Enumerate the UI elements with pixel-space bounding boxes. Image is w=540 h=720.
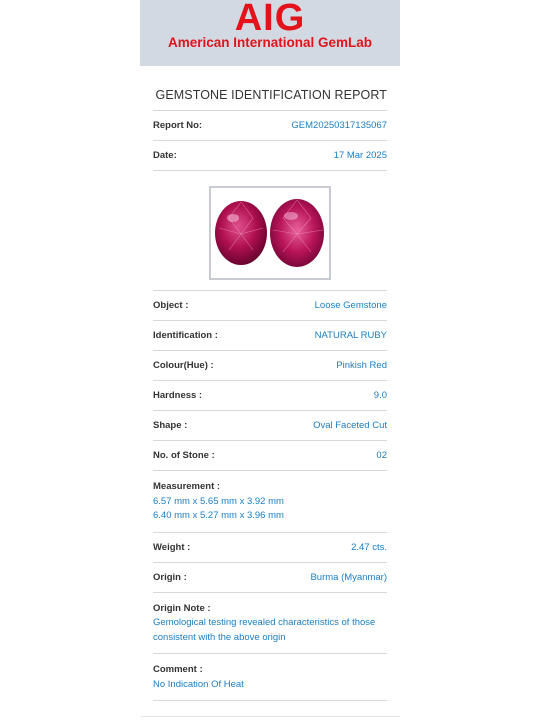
report-card [153, 80, 387, 701]
divider [153, 700, 387, 701]
lab-logo: AIG [234, 0, 306, 39]
shape-row [153, 411, 387, 440]
measurement-value-2: 6.40 mm x 5.27 mm x 3.96 mm [153, 510, 284, 521]
date-label: Date: [153, 150, 177, 161]
weight-value: 2.47 cts. [351, 541, 387, 553]
lab-header [140, 0, 400, 66]
origin-note-line-2: consistent with the above origin [153, 631, 286, 643]
hardness-row [153, 381, 387, 410]
identification-value: NATURAL RUBY [314, 330, 387, 341]
identification-row [153, 321, 387, 350]
gemstone-photo-section [153, 171, 387, 290]
stones-label: No. of Stone : [153, 450, 215, 461]
comment-label: Comment : [153, 664, 203, 675]
report-title: GEMSTONE IDENTIFICATION REPORT [155, 88, 387, 102]
comment-block [153, 654, 387, 700]
identification-label: Identification : [153, 330, 218, 341]
colour-value: Pinkish Red [336, 360, 387, 371]
hardness-label: Hardness : [153, 390, 203, 401]
stones-row [153, 441, 387, 470]
origin-label: Origin : [153, 571, 187, 583]
shape-value: Oval Faceted Cut [313, 420, 387, 431]
report-no-row [153, 111, 387, 140]
origin-note-label: Origin Note : [153, 602, 211, 614]
stones-value: 02 [376, 450, 387, 461]
gemstone-photo [209, 186, 331, 280]
report-title-row [153, 80, 387, 110]
date-value: 17 Mar 2025 [333, 150, 387, 161]
report-no-value: GEM20250317135067 [291, 120, 387, 131]
page-bottom-divider [140, 716, 400, 717]
date-row [153, 141, 387, 170]
origin-note-block [153, 593, 387, 654]
weight-label: Weight : [153, 541, 191, 553]
shape-label: Shape : [153, 420, 188, 431]
colour-row [153, 351, 387, 380]
object-label: Object : [153, 300, 189, 311]
report-no-label: Report No: [153, 120, 203, 131]
comment-value: No Indication Of Heat [153, 678, 244, 690]
measurement-block [153, 471, 387, 532]
object-value: Loose Gemstone [314, 300, 387, 311]
colour-label: Colour(Hue) : [153, 360, 214, 371]
measurement-value-1: 6.57 mm x 5.65 mm x 3.92 mm [153, 495, 284, 507]
origin-row [153, 563, 387, 592]
seal-badge-icon [153, 89, 154, 101]
weight-row [153, 533, 387, 562]
origin-note-line-1: Gemological testing revealed characteristics of those [153, 617, 376, 628]
lab-name: American International GemLab [167, 35, 373, 50]
ruby-stones-image [211, 188, 329, 278]
object-row [153, 291, 387, 320]
measurement-label: Measurement : [153, 481, 221, 492]
origin-value: Burma (Myanmar) [310, 571, 387, 583]
hardness-value: 9.0 [373, 390, 387, 401]
